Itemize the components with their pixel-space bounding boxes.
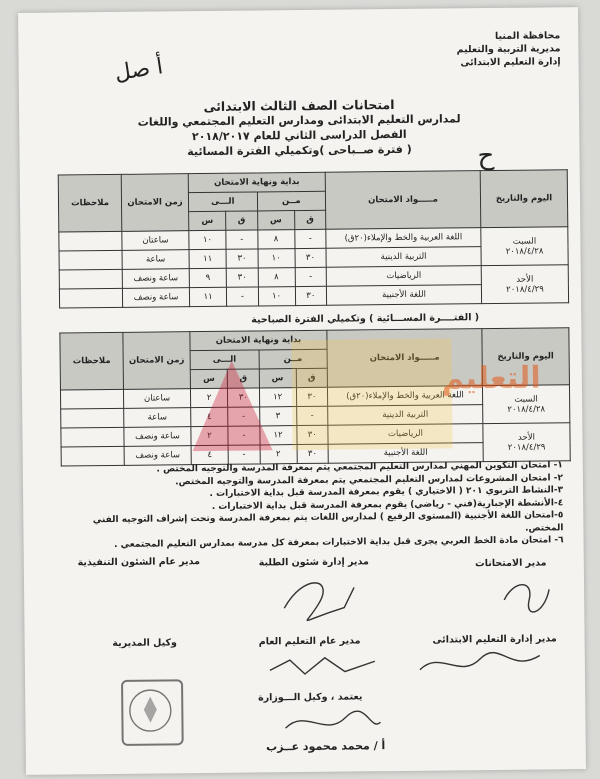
- document-title: [79, 96, 520, 161]
- from-hour-cell: ١٢: [259, 388, 296, 407]
- administration-label: إدارة التعليم الابتدائى: [460, 56, 561, 69]
- duration-cell: ساعة ونصف: [124, 427, 191, 447]
- notes-cell: [61, 408, 124, 428]
- sig-deputy-directorate: وكيل المديرية: [112, 637, 177, 649]
- official-seal: [121, 679, 184, 746]
- from-hour-cell: ٨: [258, 268, 295, 287]
- subject-cell: التربية الدينية: [328, 405, 483, 426]
- header-duration: زمن الامتحان: [123, 332, 191, 390]
- to-minute-cell: -: [227, 287, 259, 306]
- header-day: اليوم والتاريخ: [480, 170, 568, 228]
- header-from: مــن: [259, 349, 328, 369]
- notes-cell: [59, 288, 122, 308]
- to-minute-cell: -: [228, 426, 260, 445]
- from-hour-cell: ٨: [257, 230, 294, 249]
- note-item: ٣-النشاط التربوي ٢٠١ ( الاختياري ) يقوم بمعرفة المدرسة قبل بداية الاختبارات .: [209, 485, 564, 499]
- handwritten-note: أ صل: [113, 54, 165, 87]
- from-hour-cell: ٢: [260, 445, 297, 464]
- note-item: ٢- امتحان المشروعات لمدارس التعليم المجتمعي يتم بمعرفة المدرسة والتوجيه المختص.: [175, 472, 563, 487]
- day-cell: السبت ٢٠١٨/٤/٢٨: [481, 227, 568, 266]
- header-hour: س: [257, 211, 294, 230]
- note-item: ١- امتحان التكوين المهني لمدارس التعليم المجتمعي يتم بمعرفة المدرسة والتوجيه المختص .: [156, 460, 563, 475]
- note-item: ٤-الأنشطة الإجبارية(فني - رياضي) يقوم بمعرفة المدرسة قبل بداية الاختبارات .: [211, 497, 564, 512]
- duration-cell: ساعة: [122, 250, 189, 270]
- header-hour: س: [189, 211, 226, 230]
- subject-cell: الرياضيات: [326, 266, 481, 287]
- signature-scribble: [265, 651, 385, 682]
- header-from: مــن: [257, 191, 326, 211]
- title-line-2: لمدارس التعليم الابتدائى ومدارس التعليم المجتمعي واللغات: [137, 112, 461, 129]
- from-hour-cell: ١٠: [258, 287, 295, 306]
- to-hour-cell: ١١: [189, 249, 226, 268]
- title-line-1: امتحانات الصف الثالث الابتدائى: [203, 97, 395, 115]
- sig-primary-director: مدير إدارة التعليم الابتدائى: [432, 633, 557, 646]
- header-minute: ق: [226, 211, 258, 230]
- from-hour-cell: ١٠: [258, 249, 295, 268]
- day-cell: الأحد ٢٠١٨/٤/٢٩: [483, 423, 570, 462]
- section-2-title: ( الفتــــرة المســـائية ) وتكميلي الفترة الصباحية: [251, 312, 480, 326]
- notes-cell: [59, 250, 122, 270]
- to-minute-cell: ٣٠: [226, 268, 258, 287]
- subject-cell: التربية الدينية: [326, 247, 481, 268]
- header-to: الـــى: [190, 350, 259, 370]
- governorate-label: محافظة المنيا: [494, 30, 561, 42]
- to-hour-cell: ١٠: [189, 230, 226, 249]
- duration-cell: ساعة ونصف: [122, 269, 189, 289]
- header-minute: ق: [296, 368, 328, 387]
- subject-cell: اللغة العربية والخط والإملاء(٢٠ق): [327, 386, 482, 407]
- day-cell: السبت ٢٠١٨/٤/٢٨: [482, 385, 569, 424]
- from-hour-cell: ١٢: [259, 426, 296, 445]
- day-cell: الأحد ٢٠١٨/٤/٢٩: [481, 265, 568, 304]
- duration-cell: ساعة: [124, 408, 191, 428]
- title-line-3: الفصل الدراسى الثاني للعام ٢٠١٨/٢٠١٧: [191, 127, 407, 144]
- approval-line: يعتمد ، وكيل الـــوزارة: [257, 691, 363, 704]
- header-hour: س: [190, 369, 227, 388]
- to-minute-cell: -: [228, 445, 260, 464]
- signature-scribble: [494, 569, 555, 620]
- notes-list: [63, 459, 564, 552]
- svg-text:التعليم: التعليم: [441, 360, 541, 397]
- schedule-table-morning: [58, 169, 569, 308]
- duration-cell: ساعة ونصف: [124, 446, 191, 466]
- from-minute-cell: -: [294, 229, 326, 248]
- subject-cell: اللغة العربية والخط والإملاء(٢٠ق): [326, 228, 481, 249]
- signature-scribble: [415, 643, 545, 684]
- header-notes: ملاحظات: [60, 332, 124, 390]
- sig-general-education: مدير عام التعليم العام: [258, 635, 361, 648]
- to-minute-cell: ٣٠: [228, 388, 260, 407]
- header-day: اليوم والتاريخ: [482, 328, 570, 386]
- handwritten-mark: ح: [477, 140, 495, 172]
- title-line-4: ( فترة صــباحى )وتكميلي الفترة المسائية: [187, 142, 412, 159]
- from-minute-cell: -: [296, 406, 328, 425]
- header-notes: ملاحظات: [58, 174, 122, 232]
- header-minute: ق: [294, 210, 326, 229]
- header-to: الـــى: [188, 192, 257, 212]
- sig-student-affairs: مدير إدارة شئون الطلبة: [258, 556, 369, 569]
- notes-cell: [59, 269, 122, 289]
- from-minute-cell: ٣٠: [295, 286, 327, 305]
- to-hour-cell: ٢: [190, 388, 227, 407]
- to-hour-cell: ٤: [191, 445, 228, 464]
- from-minute-cell: ٣٠: [295, 248, 327, 267]
- header-start-end: بداية ونهاية الامتحان: [188, 172, 325, 192]
- subject-cell: الرياضيات: [328, 424, 483, 445]
- notes-cell: [61, 427, 124, 447]
- duration-cell: ساعتان: [122, 231, 189, 251]
- subject-cell: اللغة الأجنبية: [328, 443, 483, 464]
- to-minute-cell: ٣٠: [226, 249, 258, 268]
- from-hour-cell: ٣: [259, 407, 296, 426]
- to-minute-cell: -: [228, 407, 260, 426]
- document-page: [18, 7, 586, 775]
- to-hour-cell: ٩: [189, 268, 226, 287]
- duration-cell: ساعة ونصف: [122, 288, 189, 308]
- deputy-minister-name: أ / محمد محمود عــزب: [266, 739, 386, 754]
- header-hour: س: [259, 369, 296, 388]
- note-item: ٥-امتحان اللغة الأجنبية (المستوى الرفيع ) لمدارس اللغات يتم بمعرفة المدرسة وتحت إشراف التوجيه الفني المختص.: [92, 510, 564, 534]
- notes-cell: [59, 231, 122, 251]
- notes-cell: [60, 389, 123, 409]
- from-minute-cell: ٣٠: [296, 387, 328, 406]
- duration-cell: ساعتان: [123, 389, 190, 409]
- header-duration: زمن الامتحان: [121, 174, 189, 232]
- header-minute: ق: [227, 369, 259, 388]
- issuing-authority: [390, 29, 560, 70]
- from-minute-cell: ٣٠: [297, 444, 329, 463]
- header-subject: مـــــواد الامتحان: [327, 329, 483, 388]
- note-item: ٦- امتحان مادة الخط العربي يجرى قبل بداية الاختبارات بمعرفة كل مدرسة بمدارس التعليم المجتمعي .: [114, 535, 564, 550]
- to-minute-cell: -: [226, 230, 258, 249]
- signature-scribble: [275, 707, 385, 742]
- signature-scribble: [274, 567, 365, 628]
- to-hour-cell: ١١: [189, 287, 226, 306]
- header-start-end: بداية ونهاية الامتحان: [190, 330, 327, 350]
- subject-cell: اللغة الأجنبية: [326, 285, 481, 306]
- header-subject: مـــــواد الامتحان: [325, 171, 481, 230]
- from-minute-cell: -: [295, 267, 327, 286]
- sig-executive: مدير عام الشئون التنفيذية: [77, 556, 201, 569]
- to-hour-cell: ٢: [191, 426, 228, 445]
- directorate-label: مديرية التربية والتعليم: [456, 43, 561, 56]
- from-minute-cell: ٣٠: [297, 425, 329, 444]
- to-hour-cell: ٤: [191, 407, 228, 426]
- sig-exams: مدير الامتحانات: [475, 557, 547, 570]
